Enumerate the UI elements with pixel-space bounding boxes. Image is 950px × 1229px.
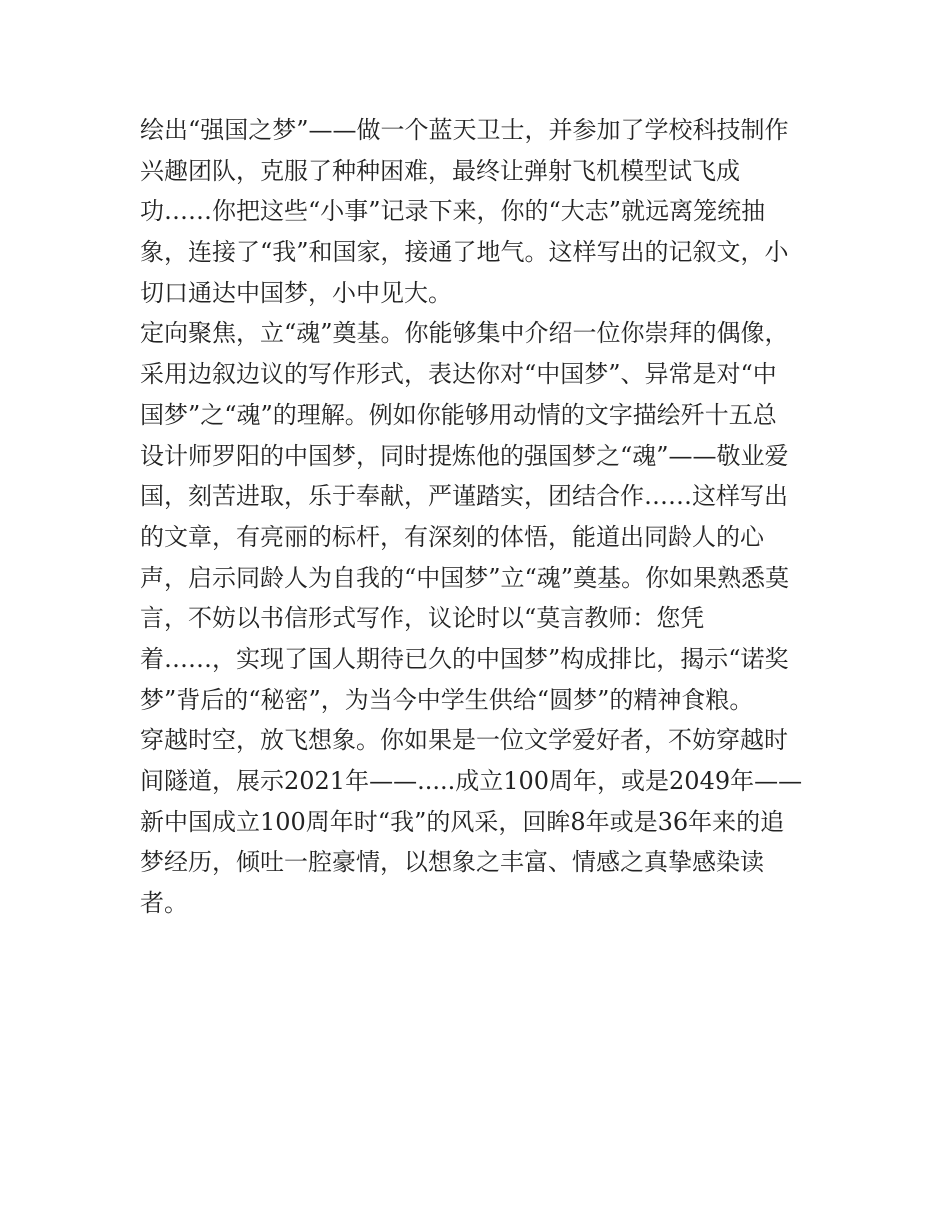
text-line: 国，刻苦进取，乐于奉献，严谨踏实，团结合作……这样写出 — [140, 482, 788, 511]
text-line: 的文章，有亮丽的标杆，有深刻的体悟，能道出同龄人的心 — [140, 522, 764, 551]
text-line: 国梦”之“魂”的理解。例如你能够用动情的文字描绘歼十五总 — [140, 400, 777, 429]
text-line: 穿越时空，放飞想象。你如果是一位文学爱好者，不妨穿越时 — [140, 726, 788, 755]
text-line: 绘出“强国之梦”——做一个蓝天卫士，并参加了学校科技制作 — [140, 116, 789, 144]
text-line: 兴趣团队，克服了种种困难，最终让弹射飞机模型试飞成 — [140, 156, 740, 185]
text-line: 声，启示同龄人为自我的“中国梦”立“魂”奠基。你如果熟悉莫 — [140, 563, 790, 592]
text-line: 定向聚焦，立“魂”奠基。你能够集中介绍一位你崇拜的偶像， — [140, 319, 789, 348]
text-line: 着……，实现了国人期待已久的中国梦”构成排比，揭示“诺奖 — [140, 644, 789, 673]
text-line: 言，不妨以书信形式写作，议论时以“莫言教师：您凭 — [140, 604, 705, 633]
text-line: 象，连接了“我”和国家，接通了地气。这样写出的记叙文，小 — [140, 238, 789, 267]
text-line: 者。 — [140, 889, 188, 918]
text-line: 梦”背后的“秘密”，为当今中学生供给“圆梦”的精神食粮。 — [140, 685, 754, 714]
text-line: 设计师罗阳的中国梦，同时提炼他的强国梦之“魂”——敬业爱 — [140, 441, 789, 470]
text-line: 功……你把这些“小事”记录下来，你的“大志”就远离笼统抽 — [140, 197, 766, 226]
text-line: 梦经历，倾吐一腔豪情，以想象之丰富、情感之真挚感染读 — [140, 848, 764, 877]
body-text — [140, 110, 820, 924]
text-line: 间隧道，展示2021年——.....成立100周年，或是2049年—— — [140, 767, 803, 795]
text-line: 采用边叙边议的写作形式，表达你对“中国梦”、异常是对“中 — [140, 360, 777, 389]
text-line: 新中国成立100周年时“我”的风采，回眸8年或是36年来的追 — [140, 807, 785, 836]
text-line: 切口通达中国梦，小中见大。 — [140, 278, 452, 307]
